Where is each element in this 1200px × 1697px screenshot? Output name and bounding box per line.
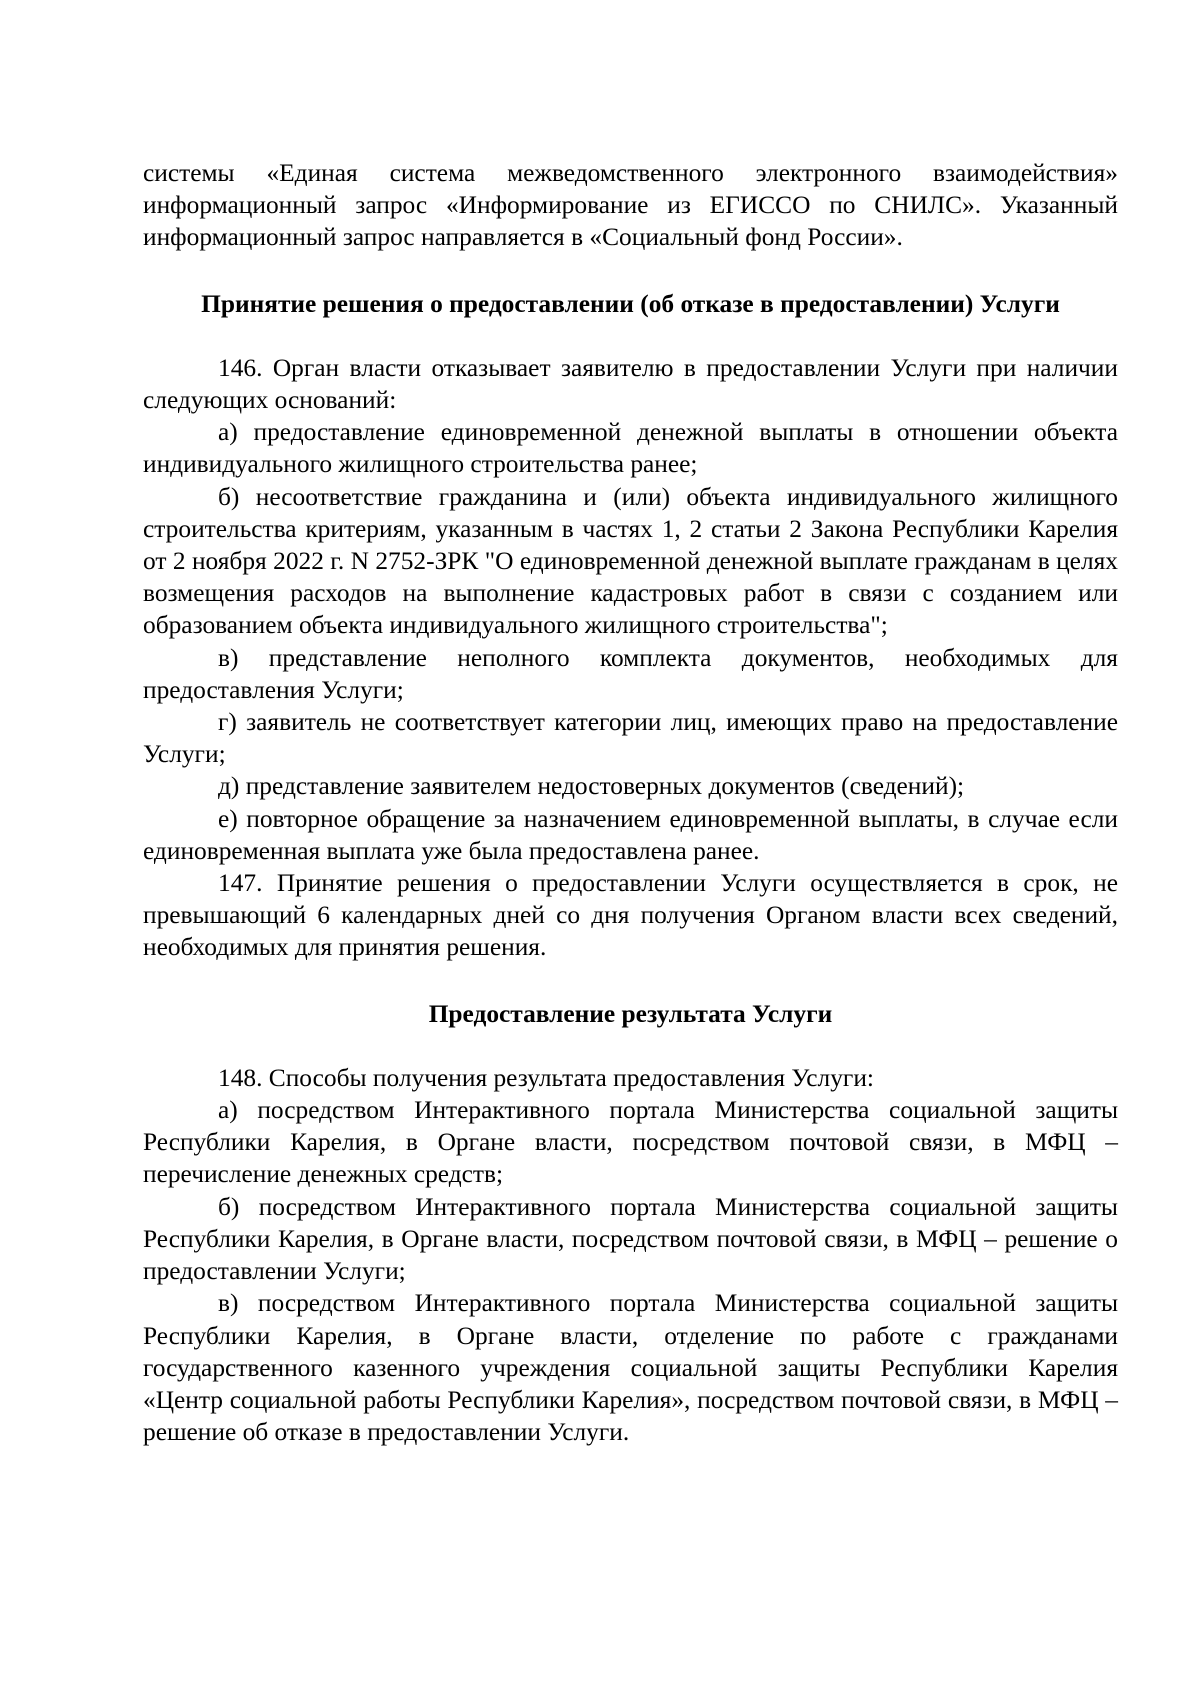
- clause-148: 148. Способы получения результата предоставления Услуги:: [218, 1063, 874, 1092]
- clause-147: 147. Принятие решения о предоставлении Услуги осуществляется в срок, не превышающий 6 календарных дней со дня получения Органом власти всех сведений, необходимых для принятия решения.: [143, 869, 1118, 962]
- paragraph-continuation: системы «Единая система межведомственного электронного взаимодействия» информационный запрос «Информирование из ЕГИССО по СНИЛС». Указанный информационный запрос направляется в «Социальный фонд России».: [143, 159, 1118, 252]
- clause-146-g: г) заявитель не соответствует категории лиц, имеющих право на предоставление Услуги;: [143, 708, 1118, 769]
- section-decision-body: [143, 352, 1118, 964]
- document-page: [143, 157, 1118, 1448]
- clause-146: 146. Орган власти отказывает заявителю в предоставлении Услуги при наличии следующих оснований:: [143, 353, 1118, 415]
- section-heading-result: Предоставление результата Услуги: [428, 999, 833, 1028]
- clause-148-a: а) посредством Интерактивного портала Министерства социальной защиты Республики Карелия, в Органе власти, посредством почтовой связи, в МФЦ – перечисление денежных средств;: [143, 1096, 1118, 1189]
- clause-146-d: д) представление заявителем недостоверных документов (сведений);: [218, 772, 965, 801]
- clause-148-v: в) посредством Интерактивного портала Министерства социальной защиты Республики Карелия, в Органе власти, отделение по работе с гражданами государственного казенного учреждения социальной защиты Республики Карелия «Центр социальной работы Республики Карелия», посредством почтовой связи, в МФЦ – решение об отказе в предоставлении Услуги.: [143, 1289, 1118, 1447]
- clause-148-b: б) посредством Интерактивного портала Министерства социальной защиты Республики Карелия, в Органе власти, посредством почтовой связи, в МФЦ – решение о предоставлении Услуги;: [143, 1192, 1118, 1286]
- section-heading-decision: Принятие решения о предоставлении (об отказе в предоставлении) Услуги: [201, 289, 1060, 318]
- clause-146-a: а) предоставление единовременной денежной выплаты в отношении объекта индивидуального жилищного строительства ранее;: [143, 418, 1118, 479]
- clause-146-v: в) представление неполного комплекта документов, необходимых для предоставления Услуги;: [143, 643, 1118, 704]
- clause-146-b: б) несоответствие гражданина и (или) объекта индивидуального жилищного строительства критериям, указанным в частях 1, 2 статьи 2 Закона Республики Карелия от 2 ноября 2022 г. N 2752-ЗРК "О единовременной денежной выплате гражданам в целях возмещения расходов на выполнение кадастровых работ в связи с созданием или образованием объекта индивидуального жилищного строительства";: [143, 482, 1118, 640]
- section-result-body: [143, 1062, 1118, 1448]
- clause-146-e: е) повторное обращение за назначением единовременной выплаты, в случае если единовременная выплата уже была предоставлена ранее.: [143, 804, 1118, 865]
